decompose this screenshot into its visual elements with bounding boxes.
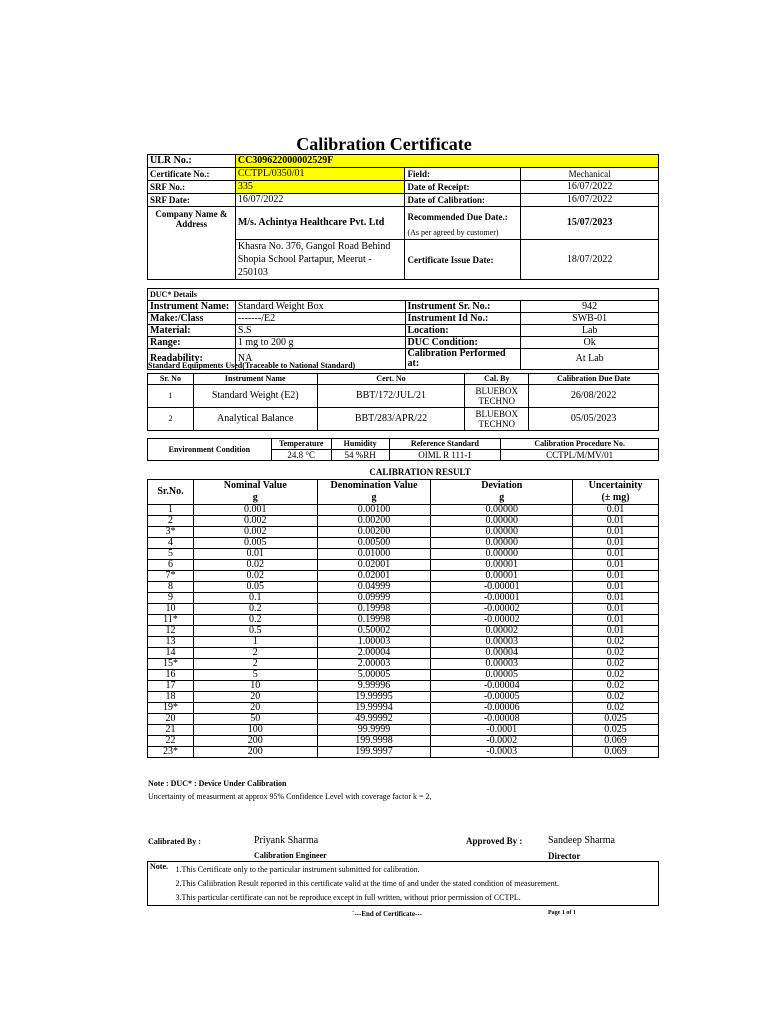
result-cell: 0.01 bbox=[573, 604, 659, 615]
result-cell: -0.00001 bbox=[431, 582, 573, 593]
result-row bbox=[148, 736, 659, 747]
uncertainty-note: Uncertainty of measurment at approx 95% Confidence Level with coverage factor k = 2, bbox=[148, 792, 432, 801]
temp-value: 24.8 °C bbox=[271, 450, 331, 461]
field-label: Field: bbox=[405, 168, 521, 181]
result-cell: 0.002 bbox=[193, 527, 317, 538]
receipt-value: 16/07/2022 bbox=[521, 181, 659, 194]
result-cell: 19.99994 bbox=[317, 703, 431, 714]
result-cell: 0.00200 bbox=[317, 516, 431, 527]
result-cell: 0.002 bbox=[193, 516, 317, 527]
result-cell: 20 bbox=[148, 714, 194, 725]
duc-field-label: Location: bbox=[405, 325, 521, 337]
result-row bbox=[148, 571, 659, 582]
result-cell: 0.50002 bbox=[317, 626, 431, 637]
result-cell: 0.00200 bbox=[317, 527, 431, 538]
result-row bbox=[148, 637, 659, 648]
duc-field-label: Instrument Id No.: bbox=[405, 313, 521, 325]
equipment-cell: BLUEBOX TECHNO bbox=[465, 408, 529, 431]
result-cell: 0.2 bbox=[193, 604, 317, 615]
result-row bbox=[148, 527, 659, 538]
result-row bbox=[148, 747, 659, 758]
approved-role: Director bbox=[548, 851, 581, 861]
result-cell: 1 bbox=[193, 637, 317, 648]
equipment-header: Sr. No bbox=[148, 374, 194, 385]
page-number: Page 1 of 1 bbox=[548, 910, 576, 916]
result-cell: -0.00004 bbox=[431, 681, 573, 692]
nominal-unit: g bbox=[193, 492, 317, 505]
result-cell: 11* bbox=[148, 615, 194, 626]
issue-label: Certificate Issue Date: bbox=[405, 240, 521, 280]
result-cell: 0.01 bbox=[573, 538, 659, 549]
ulr-label: ULR No.: bbox=[148, 155, 236, 168]
due-note: (As per agreed by customer) bbox=[405, 227, 521, 240]
result-cell: 99.9999 bbox=[317, 725, 431, 736]
due-label: Recommended Due Date.: bbox=[405, 207, 521, 228]
duc-field-label: Material: bbox=[148, 325, 236, 337]
result-row bbox=[148, 516, 659, 527]
result-row bbox=[148, 560, 659, 571]
equipment-cell: 1 bbox=[148, 385, 194, 408]
equipment-cell: Standard Weight (E2) bbox=[193, 385, 317, 408]
result-cell: 0.00000 bbox=[431, 505, 573, 516]
equipment-cell: Analytical Balance bbox=[193, 408, 317, 431]
result-cell: -0.0001 bbox=[431, 725, 573, 736]
denomination-unit: g bbox=[317, 492, 431, 505]
result-cell: 0.2 bbox=[193, 615, 317, 626]
duc-field-value: Ok bbox=[521, 337, 659, 349]
result-cell: 0.01 bbox=[573, 571, 659, 582]
results-section-title: CALIBRATION RESULT bbox=[369, 467, 471, 477]
result-row bbox=[148, 593, 659, 604]
duc-row bbox=[148, 337, 659, 349]
result-row bbox=[148, 505, 659, 516]
result-cell: 0.00000 bbox=[431, 549, 573, 560]
result-cell: 0.01 bbox=[573, 527, 659, 538]
result-row bbox=[148, 714, 659, 725]
result-cell: 0.00001 bbox=[431, 571, 573, 582]
equipment-row bbox=[148, 408, 659, 431]
result-row bbox=[148, 659, 659, 670]
result-cell: 13 bbox=[148, 637, 194, 648]
result-cell: 0.19998 bbox=[317, 604, 431, 615]
result-cell: 2.00004 bbox=[317, 648, 431, 659]
duc-field-label: Calibration Performed at: bbox=[405, 349, 521, 370]
result-cell: 15* bbox=[148, 659, 194, 670]
result-cell: 9 bbox=[148, 593, 194, 604]
result-cell: 19* bbox=[148, 703, 194, 714]
result-cell: 0.5 bbox=[193, 626, 317, 637]
result-cell: 0.02 bbox=[573, 703, 659, 714]
humidity-value: 54 %RH bbox=[331, 450, 389, 461]
duc-row bbox=[148, 313, 659, 325]
result-cell: 10 bbox=[148, 604, 194, 615]
note-item: 1.This Certificate only to the particular instrument submitted for calibration. bbox=[175, 865, 420, 874]
note-item: 3.This particular certificate can not be reproduce except in full written, without prior permission of CCTPL. bbox=[175, 893, 521, 902]
result-cell: -0.0002 bbox=[431, 736, 573, 747]
uncertainty-unit: (± mg) bbox=[573, 492, 659, 505]
result-cell: 0.02 bbox=[573, 681, 659, 692]
equipment-header: Cert. No bbox=[317, 374, 465, 385]
deviation-unit: g bbox=[431, 492, 573, 505]
result-cell: 17 bbox=[148, 681, 194, 692]
notes-table bbox=[147, 861, 659, 906]
result-cell: 0.00005 bbox=[431, 670, 573, 681]
result-cell: 0.02 bbox=[193, 560, 317, 571]
result-cell: 6 bbox=[148, 560, 194, 571]
duc-field-label: Make:/Class bbox=[148, 313, 236, 325]
result-cell: 0.00003 bbox=[431, 659, 573, 670]
result-row bbox=[148, 681, 659, 692]
duc-field-value: NA bbox=[235, 349, 405, 370]
result-cell: -0.00002 bbox=[431, 604, 573, 615]
result-row bbox=[148, 626, 659, 637]
result-cell: 0.01 bbox=[573, 626, 659, 637]
result-cell: 0.01 bbox=[573, 516, 659, 527]
result-cell: 0.05 bbox=[193, 582, 317, 593]
company-address: Khasra No. 376, Gangol Road Behind Shopia School Partapur, Meerut - 250103 bbox=[235, 240, 405, 280]
temp-label: Temperature bbox=[271, 439, 331, 450]
result-cell: 4 bbox=[148, 538, 194, 549]
result-cell: 0.005 bbox=[193, 538, 317, 549]
srf-label: SRF No.: bbox=[148, 181, 236, 194]
result-row bbox=[148, 692, 659, 703]
result-cell: -0.00001 bbox=[431, 593, 573, 604]
duc-field-value: -------/E2 bbox=[235, 313, 405, 325]
result-cell: 199.9998 bbox=[317, 736, 431, 747]
environment-table bbox=[147, 438, 659, 461]
duc-field-value: S.S bbox=[235, 325, 405, 337]
company-name: M/s. Achintya Healthcare Pvt. Ltd bbox=[235, 207, 405, 240]
result-cell: 0.02 bbox=[573, 637, 659, 648]
result-cell: 0.02 bbox=[573, 659, 659, 670]
result-cell: 0.02 bbox=[573, 648, 659, 659]
result-cell: 7* bbox=[148, 571, 194, 582]
result-cell: 20 bbox=[193, 703, 317, 714]
result-cell: 0.01 bbox=[573, 593, 659, 604]
result-cell: 0.00500 bbox=[317, 538, 431, 549]
nominal-header: Nominal Value bbox=[193, 480, 317, 493]
result-cell: 0.02 bbox=[573, 670, 659, 681]
result-cell: -0.00006 bbox=[431, 703, 573, 714]
approved-label: Approved By : bbox=[466, 836, 523, 846]
procedure-label: Calibration Procedure No. bbox=[501, 439, 659, 450]
duc-field-value: 942 bbox=[521, 301, 659, 313]
result-row bbox=[148, 538, 659, 549]
result-cell: 49.99992 bbox=[317, 714, 431, 725]
result-cell: 0.00003 bbox=[431, 637, 573, 648]
result-row bbox=[148, 725, 659, 736]
result-cell: 0.02001 bbox=[317, 560, 431, 571]
uncertainty-header: Uncertainity bbox=[573, 480, 659, 493]
equipment-row bbox=[148, 385, 659, 408]
result-cell: 0.00100 bbox=[317, 505, 431, 516]
result-cell: 21 bbox=[148, 725, 194, 736]
procedure-value: CCTPL/M/MV/01 bbox=[501, 450, 659, 461]
duc-field-label: Range: bbox=[148, 337, 236, 349]
duc-table bbox=[147, 288, 659, 370]
result-row bbox=[148, 615, 659, 626]
equipment-cell: 2 bbox=[148, 408, 194, 431]
duc-row bbox=[148, 325, 659, 337]
duc-field-label: Instrument Sr. No.: bbox=[405, 301, 521, 313]
result-cell: 0.025 bbox=[573, 714, 659, 725]
result-cell: 0.00000 bbox=[431, 516, 573, 527]
result-cell: 0.001 bbox=[193, 505, 317, 516]
srfdate-label: SRF Date: bbox=[148, 194, 236, 207]
result-cell: 1.00003 bbox=[317, 637, 431, 648]
result-cell: 0.00001 bbox=[431, 560, 573, 571]
result-cell: 0.01 bbox=[573, 505, 659, 516]
result-cell: 0.01 bbox=[573, 615, 659, 626]
result-cell: 3* bbox=[148, 527, 194, 538]
cert-label: Certificate No.: bbox=[148, 168, 236, 181]
calib-label: Date of Calibration: bbox=[405, 194, 521, 207]
calibrated-name: Priyank Sharma bbox=[254, 835, 319, 846]
ulr-value: CC309622000002529F bbox=[235, 155, 658, 168]
result-row bbox=[148, 549, 659, 560]
result-cell: 199.9997 bbox=[317, 747, 431, 758]
srf-value: 335 bbox=[235, 181, 405, 194]
result-cell: 2 bbox=[193, 648, 317, 659]
result-cell: 0.01000 bbox=[317, 549, 431, 560]
result-cell: 0.01 bbox=[573, 549, 659, 560]
result-cell: 0.19998 bbox=[317, 615, 431, 626]
result-cell: 18 bbox=[148, 692, 194, 703]
result-cell: 8 bbox=[148, 582, 194, 593]
equipment-header: Cal. By bbox=[465, 374, 529, 385]
sr-header: Sr.No. bbox=[148, 480, 194, 505]
results-table bbox=[147, 479, 659, 758]
header-table bbox=[147, 154, 659, 280]
result-cell: 16 bbox=[148, 670, 194, 681]
approved-name: Sandeep Sharma bbox=[548, 835, 615, 846]
result-cell: 9.99996 bbox=[317, 681, 431, 692]
duc-note: Note : DUC* : Device Under Calibration bbox=[148, 779, 287, 788]
result-cell: -0.0003 bbox=[431, 747, 573, 758]
company-label: Company Name & Address bbox=[148, 207, 236, 280]
result-cell: 0.01 bbox=[573, 560, 659, 571]
humidity-label: Humidity bbox=[331, 439, 389, 450]
duc-row bbox=[148, 301, 659, 313]
equipment-cell: 26/08/2022 bbox=[529, 385, 659, 408]
result-cell: 0.00002 bbox=[431, 626, 573, 637]
result-cell: 22 bbox=[148, 736, 194, 747]
denomination-header: Denomination Value bbox=[317, 480, 431, 493]
result-cell: 0.025 bbox=[573, 725, 659, 736]
result-cell: 0.00000 bbox=[431, 538, 573, 549]
deviation-header: Deviation bbox=[431, 480, 573, 493]
result-row bbox=[148, 582, 659, 593]
due-value: 15/07/2023 bbox=[521, 207, 659, 240]
reference-label: Reference Standard bbox=[389, 439, 501, 450]
result-cell: 2.00003 bbox=[317, 659, 431, 670]
result-cell: 50 bbox=[193, 714, 317, 725]
result-cell: 19.99995 bbox=[317, 692, 431, 703]
equipment-cell: 05/05/2023 bbox=[529, 408, 659, 431]
duc-field-value: Standard Weight Box bbox=[235, 301, 405, 313]
result-row bbox=[148, 670, 659, 681]
duc-field-value: At Lab bbox=[521, 349, 659, 370]
receipt-label: Date of Receipt: bbox=[405, 181, 521, 194]
equipment-cell: BLUEBOX TECHNO bbox=[465, 385, 529, 408]
duc-field-label: Readability: bbox=[148, 349, 236, 370]
result-cell: 0.069 bbox=[573, 736, 659, 747]
equipment-header: Instrument Name bbox=[193, 374, 317, 385]
result-cell: 20 bbox=[193, 692, 317, 703]
env-label: Environment Condition bbox=[148, 439, 272, 461]
duc-field-value: Lab bbox=[521, 325, 659, 337]
equipment-cell: BBT/172/JUL/21 bbox=[317, 385, 465, 408]
result-cell: 0.01 bbox=[193, 549, 317, 560]
result-cell: 0.1 bbox=[193, 593, 317, 604]
equipment-header: Calibration Due Date bbox=[529, 374, 659, 385]
duc-field-label: DUC Condition: bbox=[405, 337, 521, 349]
result-cell: 5 bbox=[148, 549, 194, 560]
result-cell: 2 bbox=[193, 659, 317, 670]
result-cell: 10 bbox=[193, 681, 317, 692]
page-title: Calibration Certificate bbox=[296, 134, 472, 154]
equipment-section-title: Standard Equipments Used(Traceable to National Standard) bbox=[148, 361, 356, 370]
reference-value: OIML R 111-1 bbox=[389, 450, 501, 461]
result-cell: 0.00000 bbox=[431, 527, 573, 538]
result-cell: 23* bbox=[148, 747, 194, 758]
result-cell: 0.04999 bbox=[317, 582, 431, 593]
field-value: Mechanical bbox=[521, 168, 659, 181]
result-row bbox=[148, 604, 659, 615]
result-cell: -0.00008 bbox=[431, 714, 573, 725]
srfdate-value: 16/07/2022 bbox=[235, 194, 405, 207]
result-cell: 0.02 bbox=[573, 692, 659, 703]
notes-label: Note. bbox=[148, 862, 174, 906]
result-cell: 200 bbox=[193, 747, 317, 758]
issue-value: 18/07/2022 bbox=[521, 240, 659, 280]
result-cell: 1 bbox=[148, 505, 194, 516]
result-cell: 12 bbox=[148, 626, 194, 637]
duc-section-title: DUC* Details bbox=[148, 289, 659, 301]
calibrated-role: Calibration Engineer bbox=[254, 851, 327, 860]
end-of-certificate: `---End of Certificate--- bbox=[352, 910, 422, 918]
note-item: 2.This Caliibration Result reported in this certificate valid at the time of and under the stated condition of measurement. bbox=[175, 879, 559, 888]
calibrated-label: Calibrated By : bbox=[148, 837, 201, 846]
result-cell: 0.00004 bbox=[431, 648, 573, 659]
cert-value: CCTPL/0350/01 bbox=[235, 168, 405, 181]
result-cell: 14 bbox=[148, 648, 194, 659]
result-cell: 2 bbox=[148, 516, 194, 527]
result-cell: 100 bbox=[193, 725, 317, 736]
result-cell: 5.00005 bbox=[317, 670, 431, 681]
duc-field-value: 1 mg to 200 g bbox=[235, 337, 405, 349]
duc-field-label: Instrument Name: bbox=[148, 301, 236, 313]
equipment-table bbox=[147, 373, 659, 431]
calib-value: 16/07/2022 bbox=[521, 194, 659, 207]
duc-field-value: SWB-01 bbox=[521, 313, 659, 325]
result-cell: -0.00005 bbox=[431, 692, 573, 703]
result-cell: 0.09999 bbox=[317, 593, 431, 604]
result-cell: 200 bbox=[193, 736, 317, 747]
result-cell: 0.02 bbox=[193, 571, 317, 582]
result-cell: -0.00002 bbox=[431, 615, 573, 626]
result-cell: 0.069 bbox=[573, 747, 659, 758]
result-cell: 0.02001 bbox=[317, 571, 431, 582]
result-row bbox=[148, 703, 659, 714]
result-row bbox=[148, 648, 659, 659]
equipment-cell: BBT/283/APR/22 bbox=[317, 408, 465, 431]
result-cell: 5 bbox=[193, 670, 317, 681]
result-cell: 0.01 bbox=[573, 582, 659, 593]
